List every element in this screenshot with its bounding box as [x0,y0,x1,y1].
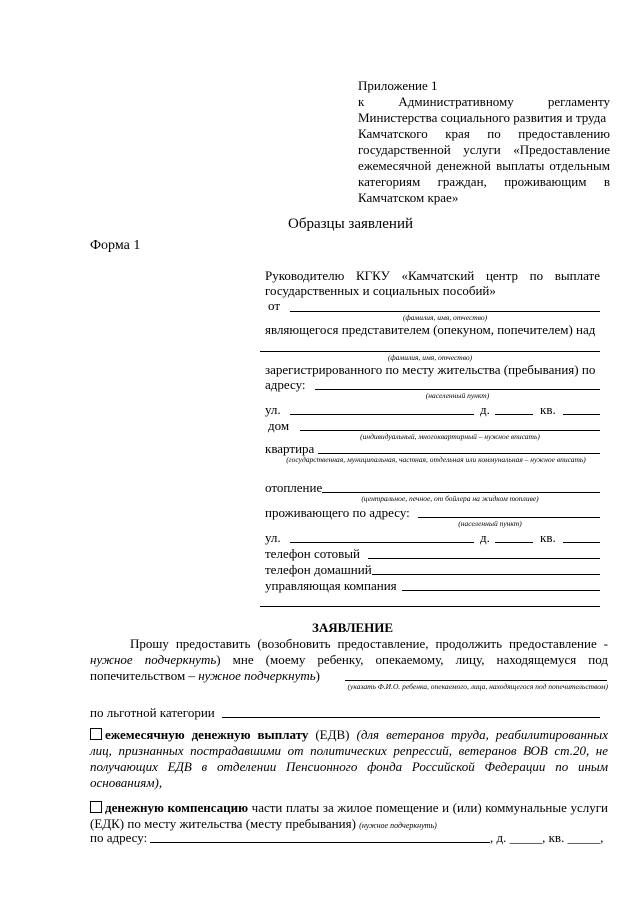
house-field[interactable] [495,542,533,543]
edk-option[interactable]: денежную компенсацию части платы за жилое помещение и (или) коммунальные услуги [90,800,608,816]
home-phone-field[interactable] [372,574,600,575]
appendix-line: категориям граждан, проживающим в [358,174,610,189]
house-type-label: дом [268,418,290,433]
management-label: управляющая компания [265,578,397,593]
extra-field[interactable] [260,606,600,607]
addressee-line: Руководителю КГКУ «Камчатский центр по выплате [265,268,600,283]
child-name-field[interactable] [345,680,607,681]
appendix-line: Камчатском крае» [358,190,459,205]
edk-text: (ЕДК) по месту жительства (месту пребывания) (нужное подчеркнуть) [90,816,437,831]
hint-name: (фамилия, имя, отчество) [402,313,488,322]
edv-text: получающих ЕДВ в отделении Пенсионного фонда Российской Федерации по иным [90,759,608,774]
house-label: д. [480,530,490,545]
flat-type-field[interactable] [318,453,600,454]
application-paragraph: Прошу предоставить (возобновить предоставление, продолжить предоставление - [130,636,608,651]
hint-name: (фамилия, имя, отчество) [387,353,473,362]
appendix-line: Камчатского края по предоставлению [358,126,610,141]
street-label: ул. [265,402,281,417]
representative-label: являющегося представителем (опекуном, попечителем) над [265,322,596,337]
heating-field[interactable] [322,492,600,493]
category-field[interactable] [222,717,600,718]
address-label: по адресу: [90,830,148,845]
category-label: по льготной категории [90,705,215,720]
house-type-field[interactable] [300,430,600,431]
appendix-title: Приложение 1 [358,78,438,93]
address-field[interactable] [150,842,490,843]
edk-checkbox[interactable] [90,801,102,813]
application-heading: ЗАЯВЛЕНИЕ [312,620,394,635]
appendix-line: государственной услуги «Предоставление [358,142,610,157]
flat-label: квартира [265,441,315,456]
hint-heating: (центральное, печное, от бойлера на жидком топливе) [361,494,539,503]
appendix-line: ежемесячной денежной выплаты отдельным [358,158,610,173]
edv-checkbox[interactable] [90,728,102,740]
edv-text: основаниям), [90,775,163,790]
apt-label: кв. [540,530,556,545]
locality-field[interactable] [315,389,600,390]
hint-locality: (населенный пункт) [425,391,490,400]
hint-house-type: (индивидуальный, многоквартирный – нужное вписать) [360,432,540,441]
street-field[interactable] [290,414,474,415]
home-phone-label: телефон домашний [265,562,372,577]
application-paragraph: попечительством – нужное подчеркнуть) [90,668,320,683]
living-locality-field[interactable] [418,517,600,518]
appendix-line: к Административному регламенту [358,94,610,109]
street-label: ул. [265,530,281,545]
management-field[interactable] [402,590,600,591]
application-paragraph: нужное подчеркнуть) мне (моему ребенку, опекаемому, лицу, находящемуся под [90,652,608,667]
hint-locality: (населенный пункт) [458,519,522,528]
address-tail: , д. _____, кв. _____, [490,830,604,845]
appendix-line: Министерства социального развития и труда [358,110,607,125]
house-label: д. [480,402,490,417]
hint-child: (указать Ф.И.О. ребенка, опекаемого, лица, находящегося под попечительством) [347,682,608,691]
name-field[interactable] [290,311,600,312]
ward-name-field[interactable] [260,351,600,352]
street-field[interactable] [290,542,474,543]
addressee-line: государственных и социальных пособий» [265,283,496,298]
samples-title: Образцы заявлений [288,216,413,232]
house-field[interactable] [495,414,533,415]
mobile-field[interactable] [368,558,600,559]
mobile-label: телефон сотовый [265,546,360,561]
heating-label: отопление [265,480,323,495]
address-label: адресу: [265,377,306,392]
edv-option[interactable]: ежемесячную денежную выплату (ЕДВ) (для ветеранов труда, реабилитированных [90,727,608,743]
form-label: Форма 1 [90,238,141,253]
registered-label: зарегистрированного по месту жительства (пребывания) по [265,362,596,377]
from-label: от [268,298,281,313]
apt-field[interactable] [563,542,600,543]
edv-text: лиц, признанных пострадавшими от политических репрессий, ветеранов ВОВ ст.20, не [90,743,608,758]
apt-label: кв. [540,402,556,417]
living-label: проживающего по адресу: [265,505,410,520]
hint-flat-type: (государственная, муниципальная, частная, отдельная или коммунальная – нужное вписать) [286,455,586,464]
apt-field[interactable] [563,414,600,415]
